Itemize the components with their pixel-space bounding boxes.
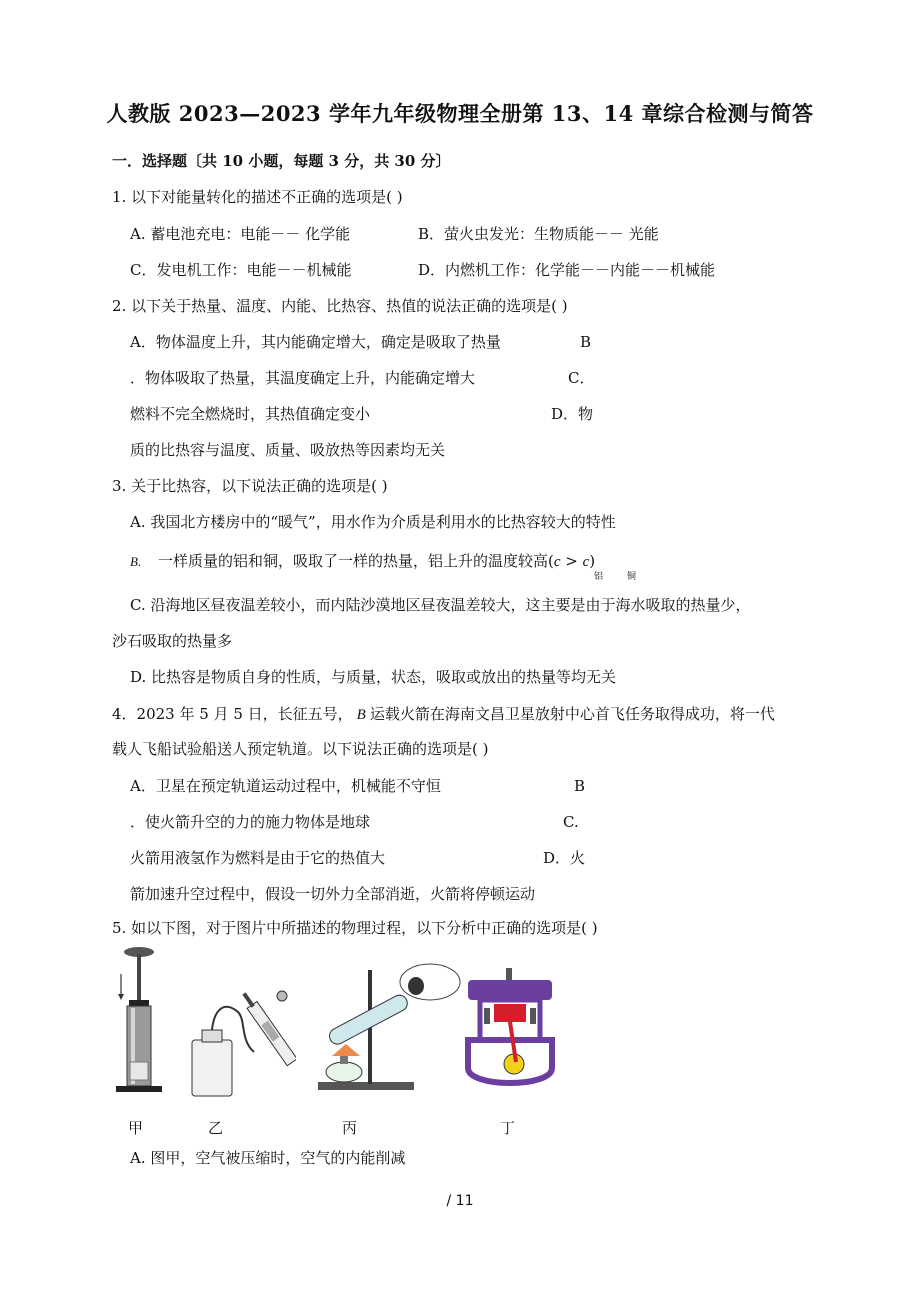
q4-line-3-tail: B <box>574 777 586 795</box>
q4-line-5-tail: D．火 <box>543 849 586 867</box>
q4-line-1-start: 4．2023 年 5 月 5 日，长征五号， <box>112 705 353 723</box>
section-heading: 一．选择题〔共 10 小题，每题 3 分，共 30 分〕 <box>112 152 451 170</box>
caption-yi: 乙 <box>208 1119 224 1137</box>
q3-option-c-line-1: C. 沿海地区昼夜温差较小，而内陆沙漠地区昼夜温差较大，这主要是由于海水吸取的热量少， <box>130 596 751 614</box>
figure-ding-engine <box>462 968 558 1090</box>
close-paren: ) <box>589 552 596 570</box>
q2-line-3: 燃料不完全燃烧时，其热值确定变小 <box>130 405 371 423</box>
q1-option-c: C．发电机工作：电能－－机械能 <box>130 261 352 279</box>
q3-option-a: A. 我国北方楼房中的“暖气”，用水作为介质是利用水的比热容较大的特性 <box>130 513 616 531</box>
caption-bing: 丙 <box>342 1119 358 1137</box>
q1-option-a: A. 蓄电池充电：电能－－ 化学能 <box>130 225 351 243</box>
q1-stem: 1. 以下对能量转化的描述不正确的选项是( ) <box>112 188 403 206</box>
q2-line-2: ．物体吸取了热量，其温度确定上升，内能确定增大 <box>130 369 476 387</box>
q5-stem: 5. 如以下图，对于图片中所描述的物理过程，以下分析中正确的选项是( ) <box>112 919 598 937</box>
q2-line-4: 质的比热容与温度、质量、吸放热等因素均无关 <box>130 441 446 459</box>
figure-bing-test-tube-heating <box>312 960 462 1092</box>
q2-line-2-tail: C． <box>568 369 595 387</box>
q4-line-1 <box>112 704 775 725</box>
q4-line-4-tail: C. <box>563 813 579 831</box>
q3-stem: 3. 关于比热容，以下说法正确的选项是( ) <box>112 477 388 495</box>
q3-option-c-line-2: 沙石吸取的热量多 <box>112 632 233 650</box>
caption-jia: 甲 <box>128 1119 144 1137</box>
q4-line-1-b: B <box>356 707 366 723</box>
q3-option-d: D. 比热容是物质自身的性质，与质量，状态，吸取或放出的热量等均无关 <box>130 668 617 686</box>
q4-line-2: 载人飞船试验船送人预定轨道。以下说法正确的选项是( ) <box>112 740 489 758</box>
q3-option-b <box>130 551 595 572</box>
q4-line-1-end: 运载火箭在海南文昌卫星放射中心首飞任务取得成功，将一代 <box>369 705 775 723</box>
q4-line-3: A．卫星在预定轨道运动过程中，机械能不守恒 <box>130 777 441 795</box>
caption-ding: 丁 <box>500 1119 516 1137</box>
page-number: / 11 <box>446 1193 474 1209</box>
figure-jia-compression-cylinder <box>112 944 162 1104</box>
greater-than: > <box>560 552 583 570</box>
q3-option-b-text: 一样质量的铝和铜，吸取了一样的热量，铝上升的温度较高( <box>157 552 554 570</box>
q4-line-6: 箭加速升空过程中，假设一切外力全部消逝，火箭将停顿运动 <box>130 885 536 903</box>
q4-line-4: ．使火箭升空的力的施力物体是地球 <box>130 813 371 831</box>
q2-line-1: A．物体温度上升，其内能确定增大，确定是吸取了热量 <box>130 333 501 351</box>
q1-option-b: B．萤火虫发光：生物质能－－ 光能 <box>418 225 659 243</box>
q2-line-1-tail: B <box>580 333 592 351</box>
c-symbol-2: c <box>582 554 590 570</box>
q4-line-5: 火箭用液氢作为燃料是由于它的热值大 <box>130 849 386 867</box>
figure-yi-bottle-pump <box>184 990 296 1102</box>
page-title: 人教版 2023—2023 学年九年级物理全册第 13、14 章综合检测与简答 <box>106 101 814 126</box>
q3-option-b-label: B. <box>130 554 142 569</box>
q2-line-3-tail: D．物 <box>551 405 594 423</box>
q2-stem: 2. 以下关于热量、温度、内能、比热容、热值的说法正确的选项是( ) <box>112 297 568 315</box>
q1-option-d: D．内燃机工作：化学能－－内能－－机械能 <box>418 261 716 279</box>
subscript-copper: 铜 <box>627 572 637 582</box>
q5-option-a: A. 图甲，空气被压缩时，空气的内能削减 <box>130 1149 406 1167</box>
c-symbol-1: c <box>553 554 561 570</box>
subscript-aluminum: 铝 <box>594 572 604 582</box>
